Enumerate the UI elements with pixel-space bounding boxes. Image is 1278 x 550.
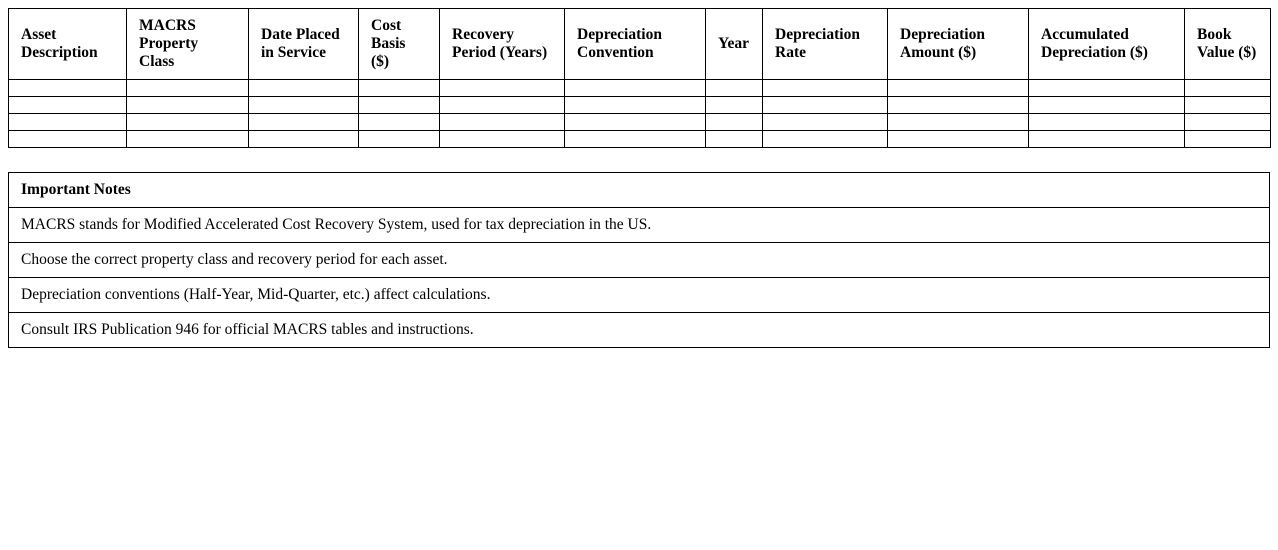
note-row [9,243,1270,278]
column-header-accumulated-depreciation: Accumulated Depreciation ($) [1029,9,1185,80]
table-cell[interactable] [249,114,359,131]
table-cell[interactable] [359,80,440,97]
note-item: MACRS stands for Modified Accelerated Cost Recovery System, used for tax depreciation in the US. [9,208,1270,243]
header-row [9,9,1271,80]
notes-title: Important Notes [9,173,1270,208]
note-row [9,313,1270,348]
column-header-depreciation-amount: Depreciation Amount ($) [888,9,1029,80]
table-cell[interactable] [249,80,359,97]
column-header-date-placed-in-service: Date Placed in Service [249,9,359,80]
column-header-recovery-period: Recovery Period (Years) [440,9,565,80]
table-cell[interactable] [1029,114,1185,131]
table-cell[interactable] [1185,80,1271,97]
macrs-depreciation-table [8,8,1271,148]
column-header-depreciation-convention: Depreciation Convention [565,9,706,80]
note-row [9,208,1270,243]
table-row [9,80,1271,97]
table-cell[interactable] [706,97,763,114]
table-cell[interactable] [249,131,359,148]
column-header-book-value: Book Value ($) [1185,9,1271,80]
table-cell[interactable] [1185,131,1271,148]
table-cell[interactable] [1029,80,1185,97]
table-cell[interactable] [359,131,440,148]
table-cell[interactable] [9,97,127,114]
table-cell[interactable] [249,97,359,114]
table-cell[interactable] [888,131,1029,148]
table-cell[interactable] [565,80,706,97]
table-cell[interactable] [127,131,249,148]
table-cell[interactable] [888,97,1029,114]
table-cell[interactable] [565,97,706,114]
note-item: Consult IRS Publication 946 for official MACRS tables and instructions. [9,313,1270,348]
table-cell[interactable] [565,114,706,131]
note-row [9,278,1270,313]
table-cell[interactable] [1185,114,1271,131]
table-cell[interactable] [763,80,888,97]
table-cell[interactable] [1029,131,1185,148]
table-row [9,114,1271,131]
table-cell[interactable] [1185,97,1271,114]
note-item: Depreciation conventions (Half-Year, Mid-Quarter, etc.) affect calculations. [9,278,1270,313]
column-header-year: Year [706,9,763,80]
table-cell[interactable] [763,114,888,131]
table-cell[interactable] [127,97,249,114]
column-header-depreciation-rate: Depreciation Rate [763,9,888,80]
table-cell[interactable] [440,131,565,148]
note-item: Choose the correct property class and recovery period for each asset. [9,243,1270,278]
table-cell[interactable] [359,114,440,131]
table-cell[interactable] [359,97,440,114]
table-cell[interactable] [1029,97,1185,114]
column-header-cost-basis: Cost Basis ($) [359,9,440,80]
notes-header-row [9,173,1270,208]
table-row [9,131,1271,148]
table-cell[interactable] [763,97,888,114]
table-cell[interactable] [440,97,565,114]
table-cell[interactable] [9,114,127,131]
table-row [9,97,1271,114]
table-cell[interactable] [127,80,249,97]
table-cell[interactable] [127,114,249,131]
table-cell[interactable] [9,80,127,97]
table-cell[interactable] [440,114,565,131]
table-cell[interactable] [440,80,565,97]
table-cell[interactable] [706,114,763,131]
column-header-asset-description: Asset Description [9,9,127,80]
table-cell[interactable] [9,131,127,148]
column-header-macrs-property-class: MACRS Property Class [127,9,249,80]
table-cell[interactable] [888,80,1029,97]
table-cell[interactable] [565,131,706,148]
table-cell[interactable] [763,131,888,148]
table-cell[interactable] [706,80,763,97]
table-cell[interactable] [706,131,763,148]
important-notes-table [8,172,1270,348]
table-cell[interactable] [888,114,1029,131]
